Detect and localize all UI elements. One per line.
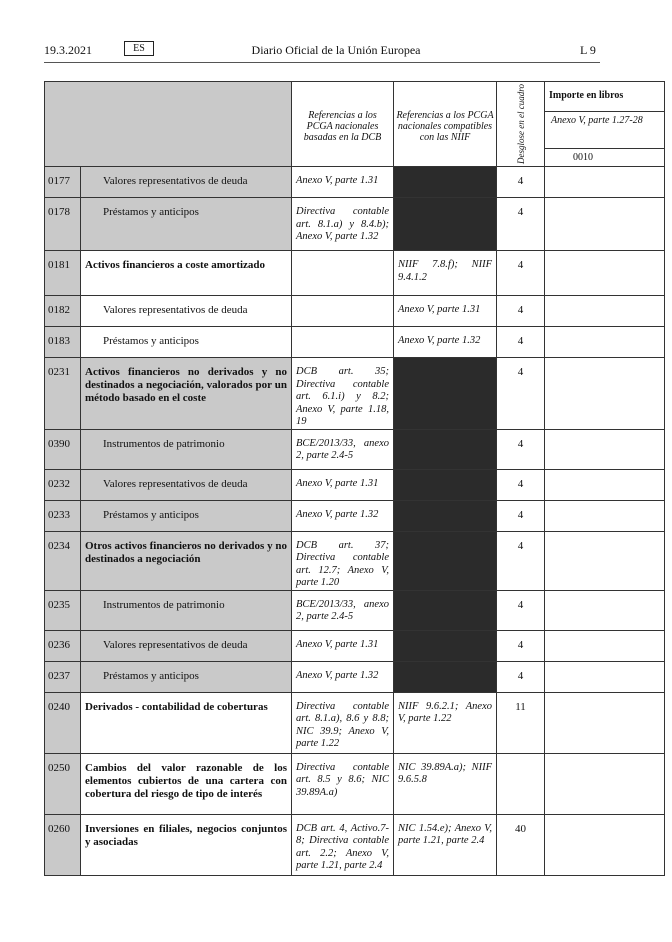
header-importe	[545, 82, 665, 112]
row-dcb-cell-text: Directiva contable art. 8.1.a) y 8.4.b); Anexo V, parte 1.32	[296, 206, 389, 242]
row-dcb-cell-text: Anexo V, parte 1.31	[296, 477, 379, 489]
row-code-cell	[45, 358, 81, 430]
row-dcb-cell-text: DCB art. 37; Directiva contable art. 12.7; Anexo V, parte 1.20	[296, 539, 389, 588]
row-label-cell-text: Valores representativos de deuda	[103, 477, 248, 490]
row-desglose-cell-text: 11	[515, 700, 526, 713]
row-dcb-cell	[292, 753, 394, 814]
row-dcb-cell	[292, 327, 394, 358]
publication-date: 19.3.2021	[44, 43, 92, 57]
row-label-cell	[81, 590, 292, 630]
row-label-cell-text: Préstamos y anticipos	[103, 335, 199, 347]
row-desglose-cell	[497, 500, 545, 531]
row-desglose-cell-text: 4	[517, 508, 524, 521]
row-desglose-cell	[497, 753, 545, 814]
table-row	[45, 753, 665, 814]
row-niif-cell-blocked	[394, 590, 497, 630]
row-importe-cell	[545, 630, 665, 661]
row-desglose-cell-text: 4	[517, 669, 524, 682]
row-niif-cell-blocked	[394, 500, 497, 531]
row-desglose-cell	[497, 531, 545, 590]
header-desglose	[497, 82, 545, 167]
row-dcb-cell	[292, 469, 394, 500]
row-niif-cell-text: Anexo V, parte 1.31	[398, 304, 481, 315]
header-blank-cell	[45, 82, 292, 167]
row-niif-cell-text: NIC 1.54.e); Anexo V, parte 1.21, parte 2.4	[398, 822, 492, 846]
row-label-cell	[81, 358, 292, 430]
row-desglose-cell-text: 4	[517, 259, 524, 271]
row-niif-cell	[394, 814, 497, 875]
row-code-cell	[45, 590, 81, 630]
row-importe-cell	[545, 753, 665, 814]
row-niif-cell-blocked	[394, 167, 497, 198]
row-code-cell-text: 0237	[48, 669, 70, 682]
row-niif-cell-text: NIC 39.89A.a); NIIF 9.6.5.8	[398, 761, 492, 785]
row-label-cell-text: Otros activos financieros no derivados y no destinados a negociación	[85, 539, 287, 565]
row-dcb-cell-text: Anexo V, parte 1.32	[296, 508, 379, 520]
row-code-cell-text: 0181	[48, 259, 70, 271]
header-dcb	[292, 82, 394, 167]
table-row	[45, 630, 665, 661]
row-label-cell	[81, 251, 292, 296]
row-code-cell-text: 0390	[48, 437, 70, 450]
row-dcb-cell	[292, 590, 394, 630]
language-code-box: ES	[124, 41, 154, 56]
row-niif-cell	[394, 296, 497, 327]
table-row	[45, 661, 665, 692]
row-niif-cell-text: NIIF 9.6.2.1; Anexo V, parte 1.22	[398, 700, 492, 724]
row-label-cell-text: Valores representativos de deuda	[103, 304, 248, 316]
header-importe-ref-text: Anexo V, parte 1.27-28	[551, 115, 643, 127]
row-label-cell	[81, 692, 292, 753]
row-desglose-cell-text: 4	[517, 477, 524, 490]
table-row	[45, 198, 665, 251]
table-row	[45, 429, 665, 469]
row-importe-cell	[545, 590, 665, 630]
row-importe-cell	[545, 500, 665, 531]
row-code-cell	[45, 630, 81, 661]
row-desglose-cell-text: 4	[517, 335, 524, 347]
row-code-cell-text: 0182	[48, 304, 70, 316]
row-dcb-cell	[292, 198, 394, 251]
row-label-cell-text: Valores representativos de deuda	[103, 638, 248, 651]
row-code-cell	[45, 814, 81, 875]
row-dcb-cell	[292, 500, 394, 531]
table-row	[45, 500, 665, 531]
row-code-cell-text: 0178	[48, 206, 70, 218]
row-niif-cell-blocked	[394, 630, 497, 661]
row-desglose-cell-text: 4	[517, 598, 524, 611]
row-code-cell-text: 0232	[48, 477, 70, 490]
table-row	[45, 296, 665, 327]
row-dcb-cell-text: DCB art. 4, Activo.7-8; Directiva contable art. 2.2; Anexo V, parte 1.21, parte 2.4	[296, 822, 389, 871]
data-table	[44, 81, 665, 876]
table-row	[45, 358, 665, 430]
row-dcb-cell-text: Directiva contable art. 8.5 y 8.6; NIC 39.89A.a)	[296, 761, 389, 798]
row-desglose-cell-text: 4	[517, 175, 524, 187]
table-row	[45, 327, 665, 358]
row-code-cell-text: 0250	[48, 761, 70, 774]
row-desglose-cell	[497, 198, 545, 251]
row-desglose-cell-text: 40	[515, 822, 526, 835]
row-desglose-cell	[497, 296, 545, 327]
row-dcb-cell-text: Anexo V, parte 1.32	[296, 669, 379, 681]
row-importe-cell	[545, 358, 665, 430]
row-label-cell	[81, 753, 292, 814]
row-code-cell-text: 0183	[48, 335, 70, 347]
row-desglose-cell-text: 4	[517, 539, 524, 552]
row-label-cell-text: Cambios del valor razonable de los elementos cubiertos de una cartera con cobertura del riesgo de tipo de interés	[85, 761, 287, 800]
row-label-cell-text: Instrumentos de patrimonio	[103, 437, 225, 450]
row-desglose-cell	[497, 358, 545, 430]
row-label-cell-text: Activos financieros a coste amortizado	[85, 259, 266, 271]
header-importe-code	[545, 148, 665, 166]
row-label-cell	[81, 296, 292, 327]
row-dcb-cell	[292, 661, 394, 692]
row-label-cell-text: Préstamos y anticipos	[103, 206, 199, 218]
table-row	[45, 167, 665, 198]
row-importe-cell	[545, 531, 665, 590]
row-code-cell-text: 0234	[48, 539, 70, 552]
row-dcb-cell-text: BCE/2013/33, anexo 2, parte 2.4-5	[296, 437, 389, 461]
header-rule	[44, 62, 600, 63]
row-desglose-cell-text: 4	[517, 304, 524, 316]
row-code-cell	[45, 167, 81, 198]
header-importe-text: Importe en libros	[549, 90, 624, 101]
row-label-cell-text: Inversiones en filiales, negocios conjuntos y asociadas	[85, 822, 287, 848]
row-dcb-cell-text: Directiva contable art. 8.1.a), 8.6 y 8.8; NIC 39.9; Anexo V, parte 1.22	[296, 700, 389, 749]
row-niif-cell-blocked	[394, 358, 497, 430]
row-desglose-cell	[497, 590, 545, 630]
row-niif-cell-blocked	[394, 531, 497, 590]
row-code-cell-text: 0177	[48, 175, 70, 187]
row-code-cell-text: 0260	[48, 822, 70, 835]
row-niif-cell-blocked	[394, 661, 497, 692]
row-dcb-cell-text	[292, 327, 393, 335]
row-code-cell-text: 0231	[48, 366, 70, 378]
row-code-cell-text: 0240	[48, 700, 70, 713]
row-desglose-cell-text	[497, 754, 544, 762]
row-desglose-cell	[497, 630, 545, 661]
journal-title: Diario Oficial de la Unión Europea	[251, 43, 421, 57]
row-importe-cell	[545, 327, 665, 358]
row-desglose-cell-text: 4	[517, 437, 524, 450]
row-desglose-cell-text: 4	[517, 366, 524, 378]
header-importe-code-text: 0010	[573, 151, 593, 163]
row-dcb-cell	[292, 251, 394, 296]
row-label-cell	[81, 327, 292, 358]
row-niif-cell	[394, 327, 497, 358]
row-niif-cell	[394, 251, 497, 296]
row-label-cell	[81, 630, 292, 661]
page-header	[0, 40, 600, 60]
row-desglose-cell	[497, 251, 545, 296]
row-dcb-cell	[292, 692, 394, 753]
row-label-cell	[81, 429, 292, 469]
row-desglose-cell-text: 4	[517, 638, 524, 651]
row-importe-cell	[545, 469, 665, 500]
row-code-cell	[45, 500, 81, 531]
row-code-cell	[45, 661, 81, 692]
row-code-cell	[45, 251, 81, 296]
row-desglose-cell	[497, 692, 545, 753]
row-niif-cell-text: Anexo V, parte 1.32	[398, 335, 481, 346]
row-code-cell	[45, 753, 81, 814]
row-code-cell	[45, 429, 81, 469]
row-code-cell	[45, 327, 81, 358]
page-reference: L 9	[580, 43, 596, 57]
row-label-cell-text: Derivados - contabilidad de coberturas	[85, 700, 268, 713]
row-code-cell	[45, 531, 81, 590]
table-row	[45, 531, 665, 590]
row-importe-cell	[545, 167, 665, 198]
row-dcb-cell	[292, 630, 394, 661]
row-dcb-cell	[292, 296, 394, 327]
row-label-cell-text: Activos financieros no derivados y no destinados a negociación, valorados por un método basado en el coste	[85, 366, 287, 404]
row-niif-cell-blocked	[394, 429, 497, 469]
row-code-cell-text: 0236	[48, 638, 70, 651]
header-niif	[394, 82, 497, 167]
row-label-cell-text: Préstamos y anticipos	[103, 508, 199, 521]
row-label-cell	[81, 167, 292, 198]
row-desglose-cell	[497, 167, 545, 198]
row-dcb-cell	[292, 531, 394, 590]
header-desglose-text: Desglose en el cuadro	[515, 84, 526, 164]
row-dcb-cell-text: DCB art. 35; Directiva contable art. 6.1.i) y 8.2; Anexo V, parte 1.18, 19	[296, 366, 389, 427]
row-desglose-cell	[497, 327, 545, 358]
row-code-cell	[45, 296, 81, 327]
row-dcb-cell	[292, 429, 394, 469]
row-label-cell	[81, 531, 292, 590]
row-importe-cell	[545, 198, 665, 251]
row-dcb-cell	[292, 814, 394, 875]
row-dcb-cell-text	[292, 251, 393, 259]
row-code-cell	[45, 469, 81, 500]
row-dcb-cell	[292, 358, 394, 430]
row-label-cell-text: Instrumentos de patrimonio	[103, 598, 225, 611]
row-importe-cell	[545, 296, 665, 327]
row-dcb-cell-text: BCE/2013/33, anexo 2, parte 2.4-5	[296, 598, 389, 622]
table-row	[45, 814, 665, 875]
row-label-cell-text: Préstamos y anticipos	[103, 669, 199, 682]
row-code-cell-text: 0233	[48, 508, 70, 521]
table-row	[45, 590, 665, 630]
row-importe-cell	[545, 251, 665, 296]
row-code-cell-text: 0235	[48, 598, 70, 611]
row-label-cell	[81, 469, 292, 500]
row-label-cell	[81, 814, 292, 875]
table-row	[45, 692, 665, 753]
row-niif-cell-blocked	[394, 198, 497, 251]
table-row	[45, 251, 665, 296]
table-row	[45, 469, 665, 500]
row-importe-cell	[545, 814, 665, 875]
row-dcb-cell-text: Anexo V, parte 1.31	[296, 175, 379, 186]
row-code-cell	[45, 692, 81, 753]
row-dcb-cell-text	[292, 296, 393, 304]
row-code-cell	[45, 198, 81, 251]
header-dcb-text: Referencias a los PCGA nacionales basadas en la DCB	[303, 110, 382, 143]
row-niif-cell-text: NIIF 7.8.f); NIIF 9.4.1.2	[398, 259, 492, 283]
row-label-cell	[81, 661, 292, 692]
row-dcb-cell	[292, 167, 394, 198]
row-importe-cell	[545, 661, 665, 692]
header-niif-text: Referencias a los PCGA nacionales compatibles con las NIIF	[396, 110, 494, 143]
row-dcb-cell-text: Anexo V, parte 1.31	[296, 638, 379, 650]
row-importe-cell	[545, 429, 665, 469]
row-niif-cell	[394, 692, 497, 753]
row-niif-cell-blocked	[394, 469, 497, 500]
header-importe-ref	[545, 112, 665, 148]
row-desglose-cell	[497, 429, 545, 469]
row-desglose-cell	[497, 814, 545, 875]
row-niif-cell	[394, 753, 497, 814]
row-desglose-cell	[497, 469, 545, 500]
row-desglose-cell-text: 4	[517, 206, 524, 218]
row-label-cell	[81, 500, 292, 531]
row-desglose-cell	[497, 661, 545, 692]
row-label-cell-text: Valores representativos de deuda	[103, 175, 248, 187]
row-importe-cell	[545, 692, 665, 753]
row-label-cell	[81, 198, 292, 251]
